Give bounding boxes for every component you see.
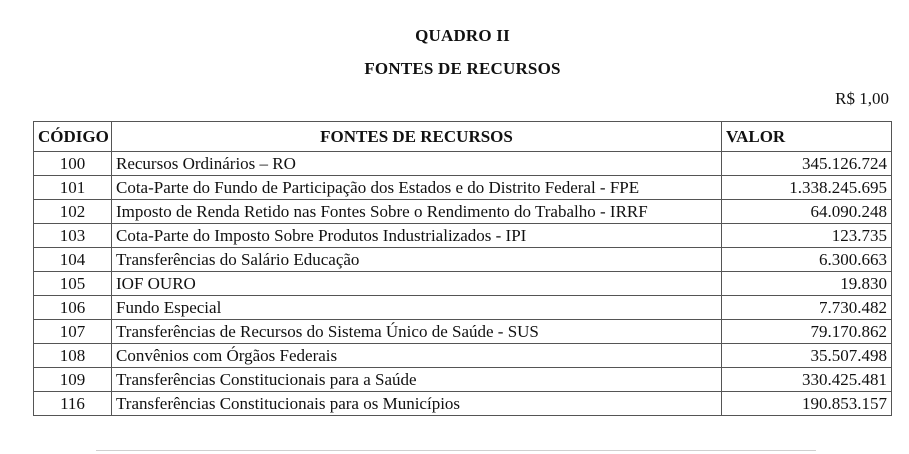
row-value: 6.300.663 [722,248,892,272]
row-description: Cota-Parte do Imposto Sobre Produtos Industrializados - IPI [112,224,722,248]
row-description: Cota-Parte do Fundo de Participação dos Estados e do Distrito Federal - FPE [112,176,722,200]
row-code: 116 [34,392,112,416]
row-code: 102 [34,200,112,224]
column-header-value: VALOR [722,122,892,152]
row-description: Imposto de Renda Retido nas Fontes Sobre o Rendimento do Trabalho - IRRF [112,200,722,224]
row-code: 109 [34,368,112,392]
table-row [34,344,892,368]
table-row [34,272,892,296]
row-code: 105 [34,272,112,296]
row-description: IOF OURO [112,272,722,296]
column-header-description: FONTES DE RECURSOS [112,122,722,152]
table-row [34,320,892,344]
row-value: 7.730.482 [722,296,892,320]
row-value: 123.735 [722,224,892,248]
row-code: 106 [34,296,112,320]
table-row [34,392,892,416]
document-title: QUADRO II [415,26,510,45]
row-description: Fundo Especial [112,296,722,320]
row-code: 107 [34,320,112,344]
row-value: 35.507.498 [722,344,892,368]
document-subtitle: FONTES DE RECURSOS [364,59,561,78]
row-value: 64.090.248 [722,200,892,224]
row-description: Recursos Ordinários – RO [112,152,722,176]
row-value: 345.126.724 [722,152,892,176]
row-value: 1.338.245.695 [722,176,892,200]
table-row [34,224,892,248]
row-code: 100 [34,152,112,176]
row-description: Transferências do Salário Educação [112,248,722,272]
row-code: 101 [34,176,112,200]
row-description: Transferências Constitucionais para os Municípios [112,392,722,416]
table-row [34,176,892,200]
table-header-row [34,122,892,152]
page-bottom-divider [96,450,816,451]
row-value: 19.830 [722,272,892,296]
row-code: 108 [34,344,112,368]
currency-note: R$ 1,00 [835,89,889,108]
column-header-code: CÓDIGO [34,122,112,152]
row-description: Convênios com Órgãos Federais [112,344,722,368]
row-code: 104 [34,248,112,272]
table-row [34,368,892,392]
table-row [34,248,892,272]
row-description: Transferências Constitucionais para a Saúde [112,368,722,392]
funding-sources-table [33,121,892,416]
row-value: 79.170.862 [722,320,892,344]
table-row [34,152,892,176]
row-value: 190.853.157 [722,392,892,416]
row-value: 330.425.481 [722,368,892,392]
row-description: Transferências de Recursos do Sistema Único de Saúde - SUS [112,320,722,344]
table-row [34,200,892,224]
table-row [34,296,892,320]
row-code: 103 [34,224,112,248]
